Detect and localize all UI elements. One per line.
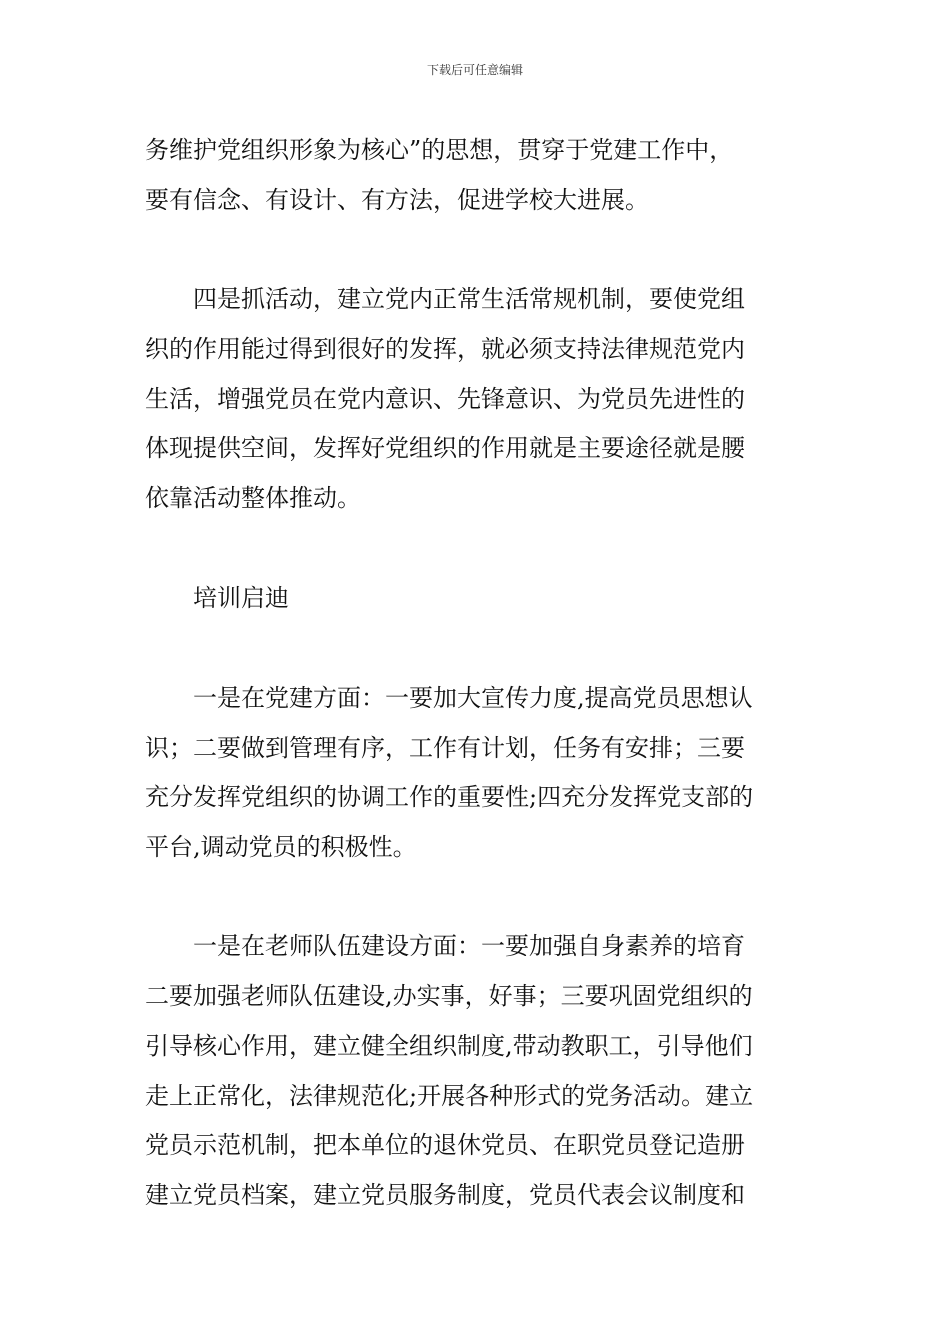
paragraph-line: 平台,调动党员的积极性。 xyxy=(145,833,417,861)
paragraph-line: 二要加强老师队伍建设,办实事，好事；三要巩固党组织的 xyxy=(145,982,753,1010)
paragraph-line: 党员示范机制，把本单位的退休党员、在职党员登记造册 xyxy=(145,1131,745,1159)
paragraph-line: 一是在党建方面：一要加大宣传力度,提高党员思想认 xyxy=(193,684,753,712)
paragraph-line: 生活，增强党员在党内意识、先锋意识、为党员先进性的 xyxy=(145,385,745,413)
paragraph-line: 依靠活动整体推动。 xyxy=(145,484,361,512)
paragraph-line: 织的作用能过得到很好的发挥，就必须支持法律规范党内 xyxy=(145,335,745,363)
paragraph-line: 务维护党组织形象为核心”的思想，贯穿于党建工作中， xyxy=(145,136,734,164)
paragraph-line: 体现提供空间，发挥好党组织的作用就是主要途径就是腰 xyxy=(145,434,745,462)
paragraph-line: 四是抓活动，建立党内正常生活常规机制，要使党组 xyxy=(193,285,745,313)
paragraph-line: 充分发挥党组织的协调工作的重要性;四充分发挥党支部的 xyxy=(145,783,754,811)
paragraph-line: 识；二要做到管理有序，工作有计划，任务有安排；三要 xyxy=(145,734,745,762)
paragraph-line: 要有信念、有设计、有方法，促进学校大进展。 xyxy=(145,186,649,214)
paragraph-line: 走上正常化，法律规范化;开展各种形式的党务活动。建立 xyxy=(145,1082,754,1110)
paragraph-line: 建立党员档案，建立党员服务制度，党员代表会议制度和 xyxy=(145,1181,745,1209)
page-header-note: 下载后可任意编辑 xyxy=(426,63,523,77)
paragraph-line: 引导核心作用，建立健全组织制度,带动教职工，引导他们 xyxy=(145,1032,753,1060)
section-heading: 培训启迪 xyxy=(193,584,289,612)
paragraph-line: 一是在老师队伍建设方面：一要加强自身素养的培育 xyxy=(193,932,745,960)
